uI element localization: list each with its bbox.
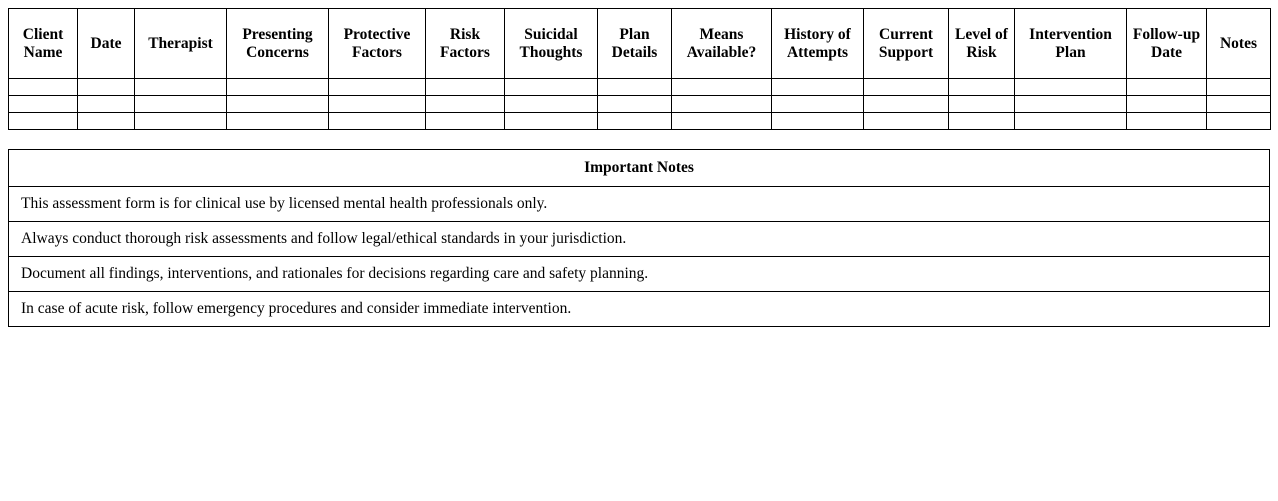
- table-cell[interactable]: [227, 79, 329, 96]
- header-level-of-risk: Level of Risk: [949, 9, 1015, 79]
- table-header: [9, 9, 1271, 79]
- header-means-available: Means Available?: [672, 9, 772, 79]
- table-cell[interactable]: [329, 79, 426, 96]
- note-row: [9, 257, 1270, 292]
- table-row: [9, 79, 1271, 96]
- table-cell[interactable]: [78, 96, 135, 113]
- table-cell[interactable]: [1207, 79, 1271, 96]
- risk-assessment-table: [8, 8, 1271, 130]
- header-risk-factors: Risk Factors: [426, 9, 505, 79]
- header-plan-details: Plan Details: [598, 9, 672, 79]
- table-cell[interactable]: [135, 79, 227, 96]
- table-body: [9, 79, 1271, 130]
- header-history-of-attempts: History of Attempts: [772, 9, 864, 79]
- table-cell[interactable]: [949, 96, 1015, 113]
- table-cell[interactable]: [426, 113, 505, 130]
- table-cell[interactable]: [598, 113, 672, 130]
- note-item: In case of acute risk, follow emergency procedures and consider immediate intervention.: [9, 292, 1270, 327]
- table-row: [9, 113, 1271, 130]
- table-cell[interactable]: [1127, 113, 1207, 130]
- table-cell[interactable]: [329, 96, 426, 113]
- table-cell[interactable]: [864, 96, 949, 113]
- table-cell[interactable]: [9, 113, 78, 130]
- notes-header: [9, 150, 1270, 187]
- table-cell[interactable]: [672, 79, 772, 96]
- table-cell[interactable]: [78, 79, 135, 96]
- table-cell[interactable]: [505, 96, 598, 113]
- table-cell[interactable]: [426, 96, 505, 113]
- table-cell[interactable]: [1207, 113, 1271, 130]
- table-cell[interactable]: [1127, 79, 1207, 96]
- notes-title: Important Notes: [9, 150, 1270, 187]
- header-row: [9, 9, 1271, 79]
- note-row: [9, 292, 1270, 327]
- table-cell[interactable]: [598, 96, 672, 113]
- table-cell[interactable]: [135, 113, 227, 130]
- table-cell[interactable]: [864, 113, 949, 130]
- table-cell[interactable]: [78, 113, 135, 130]
- table-row: [9, 96, 1271, 113]
- table-cell[interactable]: [1127, 96, 1207, 113]
- header-notes: Notes: [1207, 9, 1271, 79]
- table-cell[interactable]: [505, 113, 598, 130]
- header-suicidal-thoughts: Suicidal Thoughts: [505, 9, 598, 79]
- table-cell[interactable]: [9, 96, 78, 113]
- table-cell[interactable]: [598, 79, 672, 96]
- table-cell[interactable]: [672, 113, 772, 130]
- note-item: This assessment form is for clinical use by licensed mental health professionals only.: [9, 187, 1270, 222]
- table-cell[interactable]: [135, 96, 227, 113]
- table-cell[interactable]: [1015, 113, 1127, 130]
- table-cell[interactable]: [864, 79, 949, 96]
- table-cell[interactable]: [426, 79, 505, 96]
- table-cell[interactable]: [9, 79, 78, 96]
- table-cell[interactable]: [949, 113, 1015, 130]
- table-cell[interactable]: [772, 79, 864, 96]
- table-cell[interactable]: [672, 96, 772, 113]
- header-presenting-concerns: Presenting Concerns: [227, 9, 329, 79]
- table-cell[interactable]: [227, 96, 329, 113]
- header-current-support: Current Support: [864, 9, 949, 79]
- note-row: [9, 222, 1270, 257]
- header-follow-up-date: Follow-up Date: [1127, 9, 1207, 79]
- header-client-name: Client Name: [9, 9, 78, 79]
- table-cell[interactable]: [227, 113, 329, 130]
- note-row: [9, 187, 1270, 222]
- header-intervention-plan: Intervention Plan: [1015, 9, 1127, 79]
- important-notes-table: [8, 149, 1270, 327]
- header-date: Date: [78, 9, 135, 79]
- header-therapist: Therapist: [135, 9, 227, 79]
- table-cell[interactable]: [772, 96, 864, 113]
- table-cell[interactable]: [1015, 79, 1127, 96]
- notes-body: [9, 187, 1270, 327]
- header-protective-factors: Protective Factors: [329, 9, 426, 79]
- notes-header-row: [9, 150, 1270, 187]
- table-cell[interactable]: [772, 113, 864, 130]
- note-item: Always conduct thorough risk assessments and follow legal/ethical standards in your jurisdiction.: [9, 222, 1270, 257]
- table-cell[interactable]: [1015, 96, 1127, 113]
- table-cell[interactable]: [1207, 96, 1271, 113]
- note-item: Document all findings, interventions, and rationales for decisions regarding care and safety planning.: [9, 257, 1270, 292]
- table-cell[interactable]: [505, 79, 598, 96]
- table-cell[interactable]: [329, 113, 426, 130]
- table-cell[interactable]: [949, 79, 1015, 96]
